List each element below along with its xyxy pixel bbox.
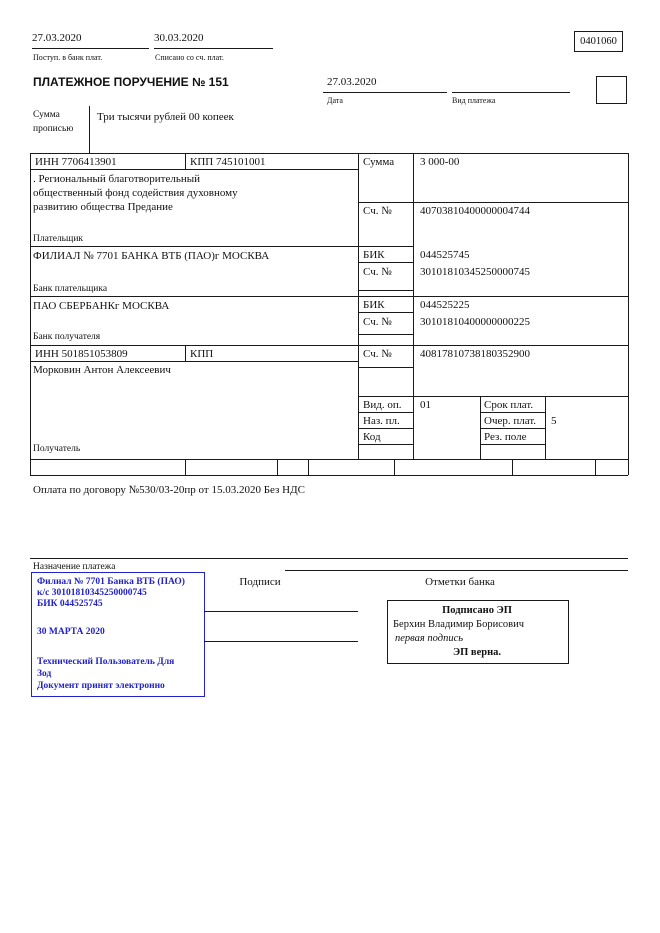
debited-date: 30.03.2020 [154, 32, 204, 44]
payer-account-value: 40703810400000004744 [420, 205, 530, 217]
payer-bank-account-label: Сч. № [363, 266, 392, 278]
divider [285, 570, 628, 571]
table-border [30, 345, 628, 346]
signatures-label: Подписи [239, 576, 281, 588]
ep-signer-name: Берхин Владимир Борисович [393, 619, 524, 630]
table-border [358, 202, 628, 203]
stamp-corr-account: к/с 30101810345250000745 [37, 588, 147, 598]
divider [452, 92, 570, 93]
payer-kpp: КПП 745101001 [190, 156, 266, 168]
payee-bank-bik-value: 044525225 [420, 299, 470, 311]
stamp-date: 30 МАРТА 2020 [37, 627, 105, 637]
received-in-bank-date: 27.03.2020 [32, 32, 82, 44]
signed-ep-title: Подписано ЭП [442, 605, 512, 616]
payer-bank-account-value: 30101810345250000745 [420, 266, 530, 278]
reserve-field-label: Рез. поле [484, 431, 527, 443]
divider [30, 558, 628, 559]
table-border [30, 153, 628, 154]
payment-purpose-text: Оплата по договору №530/03-20пр от 15.03.2020 Без НДС [33, 484, 305, 496]
payer-inn: ИНН 7706413901 [35, 156, 117, 168]
payer-name-line: общественный фонд содействия духовному [33, 187, 238, 199]
table-border [628, 153, 629, 475]
table-border [358, 367, 413, 368]
payer-bank-name: ФИЛИАЛ № 7701 БАНКА ВТБ (ПАО)г МОСКВА [33, 250, 270, 262]
bank-marks-label: Отметки банка [425, 576, 495, 588]
document-date: 27.03.2020 [327, 76, 377, 88]
operation-type-value: 01 [420, 399, 431, 411]
stamp-user-line-1: Технический Пользователь Для [37, 657, 175, 667]
table-border [185, 153, 186, 169]
stamp-accepted-note: Документ принят электронно [37, 681, 165, 691]
date-label: Дата [327, 96, 343, 105]
operation-type-label: Вид. оп. [363, 399, 402, 411]
table-border [30, 361, 358, 362]
table-border [185, 345, 186, 361]
payee-bank-account-label: Сч. № [363, 316, 392, 328]
payee-name: Морковин Антон Алексеевич [33, 364, 171, 376]
table-border [394, 459, 395, 475]
payer-name-line: . Региональный благотворительный [33, 173, 200, 185]
payment-purpose-label: Назначение платежа [33, 562, 116, 572]
payee-kpp-label: КПП [190, 348, 214, 360]
table-border [595, 459, 596, 475]
ep-signature-type: первая подпись [395, 633, 464, 644]
payee-bank-name: ПАО СБЕРБАНКг МОСКВА [33, 300, 170, 312]
table-border [358, 153, 359, 459]
table-border [30, 296, 628, 297]
table-border [30, 459, 628, 460]
table-border [358, 334, 413, 335]
page-title: ПЛАТЕЖНОЕ ПОРУЧЕНИЕ № 151 [33, 75, 229, 89]
payee-bank-account-value: 30101810400000000225 [420, 316, 530, 328]
divider [32, 48, 149, 49]
amount-words-label-2: прописью [33, 124, 74, 134]
payer-bank-bik-label: БИК [363, 249, 385, 261]
payer-bank-label: Банк плательщика [33, 284, 108, 294]
code-label: Код [363, 431, 381, 443]
table-border [358, 312, 413, 313]
table-border [30, 246, 413, 247]
table-border [545, 396, 546, 459]
divider [154, 48, 273, 49]
amount-words-label-1: Сумма [33, 110, 60, 120]
ep-valid-note: ЭП верна. [452, 647, 501, 658]
debited-label: Списано со сч. плат. [155, 53, 224, 62]
priority-value: 5 [551, 415, 557, 427]
purpose-code-label: Наз. пл. [363, 415, 400, 427]
stamp-bank-name: Филиал № 7701 Банка ВТБ (ПАО) [37, 577, 185, 587]
payment-type-label: Вид платежа [452, 96, 496, 105]
table-border [480, 412, 545, 413]
table-border [30, 169, 358, 170]
payee-bank-bik-label: БИК [363, 299, 385, 311]
table-border [512, 459, 513, 475]
table-border [277, 459, 278, 475]
payee-label: Получатель [33, 444, 81, 454]
table-border [358, 290, 413, 291]
priority-label: Очер. плат. [484, 415, 537, 427]
table-border [480, 444, 545, 445]
stamp-user-line-2: Зод [37, 669, 52, 679]
form-code: 0401060 [580, 36, 617, 47]
signature-line [204, 611, 358, 612]
table-border [30, 475, 628, 476]
form-code-box [574, 31, 623, 52]
received-in-bank-label: Поступ. в банк плат. [33, 53, 103, 62]
divider [89, 106, 90, 153]
stamp-bik: БИК 044525745 [37, 599, 103, 609]
divider [323, 92, 447, 93]
signature-line [204, 641, 358, 642]
table-border [358, 396, 628, 397]
amount-value: 3 000-00 [420, 156, 460, 168]
payee-bank-label: Банк получателя [33, 332, 101, 342]
table-border [30, 153, 31, 475]
payer-label: Плательщик [33, 234, 84, 244]
payment-type-box [596, 76, 627, 104]
table-border [358, 428, 413, 429]
payment-term-label: Срок плат. [484, 399, 534, 411]
table-border [358, 444, 413, 445]
payee-account-label: Сч. № [363, 348, 392, 360]
payee-inn: ИНН 501851053809 [35, 348, 128, 360]
payer-bank-bik-value: 044525745 [420, 249, 470, 261]
table-border [358, 412, 413, 413]
table-border [358, 262, 413, 263]
payee-account-value: 40817810738180352900 [420, 348, 530, 360]
table-border [413, 153, 414, 459]
payer-account-label: Сч. № [363, 205, 392, 217]
table-border [185, 459, 186, 475]
amount-label: Сумма [363, 156, 395, 168]
table-border [480, 428, 545, 429]
amount-in-words-value: Три тысячи рублей 00 копеек [97, 111, 234, 123]
payer-name-line: развитию общества Предание [33, 201, 173, 213]
table-border [308, 459, 309, 475]
